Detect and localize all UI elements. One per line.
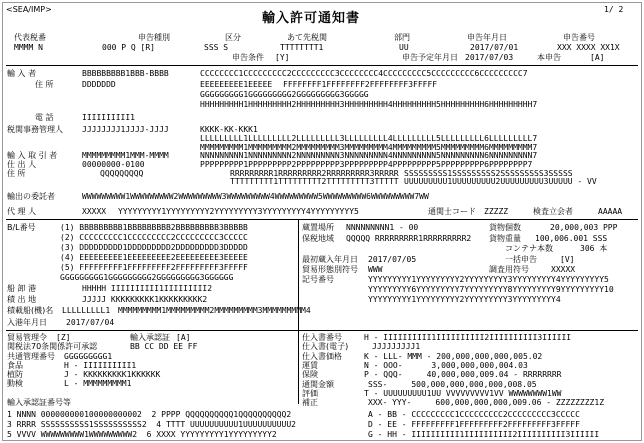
label-shipper-address: 住 所 <box>7 169 26 178</box>
customs-agent-id: KKKK-KK-KKK1 <box>200 125 258 134</box>
decl-type: 000 P Q [R] <box>102 43 155 52</box>
bl-number-2: (2) CCCCCCCCC1CCCCCCCCC2CCCCCCCCC3CCCCC <box>60 233 248 242</box>
bl-number-1: (1) BBBBBBBBB1BBBBBBBBB2BBBBBBBBB3BBBBB <box>60 223 248 232</box>
label-department: 部門 <box>394 33 410 42</box>
label-vessel: 積載船(機)名 <box>7 306 54 315</box>
trade-form: WWW <box>368 265 383 274</box>
customs-value: SSS- 500,000,000,000,000,008.05 <box>368 380 537 389</box>
importer-name: CCCCCCCC1CCCCCCCCC2CCCCCCCCC3CCCCCCCC4CCCCCCCCC5CCCCCCCCC6CCCCCCCCC7 <box>200 69 528 78</box>
bl-extra-2: HHHHH IIIIIIIIII1IIIIIIIII2 <box>82 284 213 293</box>
bonded-location: NNNNNNNNN1 - 00 <box>346 223 419 232</box>
adjustment-extra-3: G - HH - IIIIIIIIII1IIIIIIIIII2IIIIIIIIII3IIIIII <box>368 430 600 439</box>
agent-code: XXXXX <box>82 207 107 216</box>
page-title: 輸入許可通知書 <box>262 11 361 26</box>
form-tag: <SEA/IMP> <box>6 5 52 14</box>
decl-date: 2017/07/01 <box>470 43 519 52</box>
vessel: LLLLLLLLL1 <box>62 306 111 315</box>
category: SSS S <box>204 43 229 52</box>
label-decl-type: 申告種別 <box>138 33 170 42</box>
law-70: BB CC DD EE FF <box>130 342 198 351</box>
label-approval-numbers: 輸入承認証番号等 <box>7 398 71 407</box>
label-bl-number: B/L番号 <box>7 223 36 232</box>
label-common-number: 共通管理番号 <box>7 352 55 361</box>
label-agent: 代 理 人 <box>7 207 37 216</box>
label-port-load: 積 出 地 <box>7 295 37 304</box>
divider <box>6 219 638 220</box>
freight: N - OOO- 3,000,000,000,004.03 <box>364 361 528 370</box>
adjustment: XXX- YYY- 600,000,000,000,009.06 - ZZZZZZZZ1Z <box>368 398 605 407</box>
arrival-date: 2017/07/04 <box>66 318 115 327</box>
label-category: 区分 <box>225 33 241 42</box>
trade-party-address-2: RRRRRRRRR1RRRRRRRRR2RRRRRRRRR3RRRRR <box>230 169 399 178</box>
divider <box>6 330 638 331</box>
label-inspector: 検査立会者 <box>533 207 573 216</box>
e-invoice: JJJJJJJJJ1 <box>372 342 421 351</box>
importer-tel: IIIIIIIIII1 <box>82 113 135 122</box>
label-shipper: 仕 出 人 <box>7 160 37 169</box>
valuation: T - UUUUUUUUU1UU VVVVVVVVV1VV WWWWWWWW1WW <box>364 389 562 398</box>
earliest-date: 2017/07/05 <box>368 255 417 264</box>
label-invoice-number: 仕入書番号 <box>302 333 342 342</box>
trade-party-address-1: PPPPPPPPP1PPPPPPPPP2PPPPPPPPP3PPPPPPPPP4PPPPPPPPP5PPPPPPPPP6PPPPPPPP7 <box>200 160 533 169</box>
page-number: 1/ 2 <box>604 5 624 14</box>
main-decl: [A] <box>590 53 605 62</box>
decl-condition: [Y] <box>275 53 290 62</box>
label-customs-agent: 税関事務管理人 <box>7 125 63 134</box>
label-export-consignor: 輸出の委託者 <box>7 192 55 201</box>
trade-party-zip: 00000000-0100 <box>82 160 145 169</box>
label-bonded-area: 保税地域 <box>302 234 334 243</box>
marks-1: YYYYYYYYY1YYYYYYYYY2YYYYYYYYY3YYYYYYYYY4YYYYYYYYY5 <box>368 275 609 284</box>
department: UU <box>399 43 409 52</box>
label-planned-date: 申告予定年月日 <box>402 53 458 62</box>
marks-2: YYYYYYYYY6YYYYYYYYY7YYYYYYYYY8YYYYYYYYY9YYYYYYYYY10 <box>368 285 614 294</box>
adjustment-extra-1: A - BB - CCCCCCCCC1CCCCCCCCC2CCCCCCCCC3CCCCC <box>368 410 580 419</box>
label-insurance: 保険 <box>302 370 318 379</box>
approval-numbers-3: 5 VVVV WWWWWWWWW1WWWWWWWWW2 6 XXXX YYYYYYYYY1YYYYYYYYY2 <box>7 430 277 439</box>
planned-date: 2017/07/03 <box>465 53 514 62</box>
food: H - IIIIIIIIII1 <box>64 361 137 370</box>
divider <box>298 330 299 404</box>
trade-party-address-5: UUUUUUUUU1UUUUUUUUU2UUUUUUUUU3UUUUU - VV <box>404 177 597 186</box>
invoice-number: H - IIIIIIIIII1IIIIIIIIII2IIIIIIIIII3IIIIII <box>364 333 572 342</box>
customs-agent-line-1: LLLLLLLLL1LLLLLLLLL2LLLLLLLLL3LLLLLLLLL4LLLLLLLLL5LLLLLLLLL6LLLLLLLLL7 <box>200 134 538 143</box>
broker-code: ZZZZZ <box>484 207 509 216</box>
label-food: 食品 <box>7 361 23 370</box>
import-approval: [A] <box>176 333 191 342</box>
label-main-decl: 本申告 <box>537 53 561 62</box>
customs-agent-line-2: MMMMMMMMM1MMMMMMMMM2MMMMMMMMM3MMMMMMMMM4MMMMMMMMM5MMMMMMMMM6MMMMMMMMM7 <box>200 143 538 152</box>
animal-quarantine: L - MMMMMMMMM1 <box>64 379 132 388</box>
label-decl-condition: 申告条件 <box>232 53 264 62</box>
importer-zip: DDDDDDD <box>82 80 116 89</box>
containers: 306 本 <box>580 244 608 253</box>
label-port-unload: 船 卸 港 <box>7 284 37 293</box>
importer-address-1: EEEEEEEEE1EEEEE <box>200 80 273 89</box>
label-marks: 記号番号 <box>302 275 334 284</box>
label-animal-quarantine: 動検 <box>7 379 23 388</box>
label-importer-tel: 電 話 <box>35 113 54 122</box>
insurance: P - QQQ- 40,000,000,009.04 - RRRRRRRR <box>364 370 562 379</box>
invoice-price: K - LLL- MMM - 200,000,000,000,005.02 <box>364 352 543 361</box>
trade-party-address-3: SSSSSSSSS1SSSSSSSSS2SSSSSSSSS3SSSSS <box>404 169 573 178</box>
customs-agent-code: JJJJJJJJ1JJJJ-JJJJ <box>82 125 169 134</box>
label-trade-control: 貿易管理令 <box>7 333 47 342</box>
decl-number: XXX XXXX XX1X <box>557 43 620 52</box>
label-weight: 貨物重量 <box>489 234 521 243</box>
label-trade-form: 貿易形態別符号 <box>302 265 358 274</box>
divider <box>6 65 638 66</box>
label-bulk-decl: 一括申告 <box>505 255 537 264</box>
common-number: GGGGGGGGG1 <box>64 352 113 361</box>
label-arrival-date: 入港年月日 <box>7 318 47 327</box>
label-earliest-date: 最初蔵入年月日 <box>302 255 358 264</box>
label-decl-number: 申告番号 <box>563 33 595 42</box>
label-containers: コンテナ本数 <box>505 244 553 253</box>
label-decl-date: 申告年月日 <box>467 33 507 42</box>
label-importer: 輸 入 者 <box>7 69 37 78</box>
trade-party-name: NNNNNNNNN1NNNNNNNNN2NNNNNNNNN3NNNNNNNNN4NNNNNNNNN5NNNNNNNNN6NNNNNNNNN7 <box>200 151 538 160</box>
label-valuation: 評価 <box>302 389 318 398</box>
label-customs-office: あて先税関 <box>287 33 327 42</box>
approval-numbers-2: 3 RRRR SSSSSSSSSS1SSSSSSSSSS2 4 TTTT UUUUUUUUUU1UUUUUUUUUU2 <box>7 420 296 429</box>
label-import-approval: 輸入承認証 <box>130 333 170 342</box>
bonded-area: QQQQQ RRRRRRRRR1RRRRRRRRR2 <box>346 234 472 243</box>
label-invoice-price: 仕入書価格 <box>302 352 342 361</box>
label-adjustment: 補正 <box>302 398 318 407</box>
marks-3: YYYYYYYYY1YYYYYYYYY2YYYYYYYYY3YYYYYYYYY4 <box>368 295 561 304</box>
weight: 100,006.001 SSS <box>535 234 608 243</box>
label-price-code: 調査用符号 <box>489 265 529 274</box>
importer-address-3: GGGGGGGGG1GGGGGGGGG2GGGGGGGGG3GGGGG <box>200 90 369 99</box>
approval-numbers-1: 1 NNNN 000000000100000000002 2 PPPP QQQQQQQQQQ1QQQQQQQQQQ2 <box>7 410 292 419</box>
label-e-invoice: 仕入書(電子) <box>302 342 349 351</box>
plant-quarantine: J - KKKKKKKKK1KKKKKK <box>64 370 161 379</box>
trade-party-address-4: TTTTTTTTT1TTTTTTTTT2TTTTTTTTT3TTTTT <box>230 177 399 186</box>
trade-party-code: MMMMMMMMM1MMM-MMMM <box>82 151 169 160</box>
hs-code: MMMM N <box>14 43 43 52</box>
label-freight: 運賃 <box>302 361 318 370</box>
bl-number-4: (4) EEEEEEEEE1EEEEEEEEE2EEEEEEEEE3EEEEE <box>60 253 248 262</box>
label-trade-party: 輸 入 取 引 者 <box>7 151 58 160</box>
adjustment-extra-2: D - EE - FFFFFFFFF1FFFFFFFFF2FFFFFFFFF3FFFFF <box>368 420 580 429</box>
label-importer-address: 住 所 <box>35 80 54 89</box>
bl-number-3: (3) DDDDDDDDD1DDDDDDDDD2DDDDDDDDD3DDDDD <box>60 243 248 252</box>
export-consignor: WWWWWWWWW1WWWWWWWWW2WWWWWWWWW3WWWWWWWWW4WWWWWWWWW5WWWWWWWWW6WWWWWWWWW7WW <box>82 192 429 201</box>
port-load: JJJJJ KKKKKKKKK1KKKKKKKKK2 <box>82 295 208 304</box>
price-code: XXXXX <box>551 265 576 274</box>
agent-name: YYYYYYYYY1YYYYYYYYY2YYYYYYYYY3YYYYYYYYY4YYYYYYYYY5 <box>118 207 359 216</box>
label-hs-code: 代表税番 <box>14 33 46 42</box>
importer-code: BBBBBBBBB1BBB-BBBB <box>82 69 169 78</box>
bl-extra-1: GGGGGGGGG1GGGGGGGGG2GGGGGGGGG3GGGGGG <box>60 273 234 282</box>
importer-address-2: FFFFFFFF1FFFFFFFF2FFFFFFFF3FFFFF <box>283 80 438 89</box>
label-law-70: 関税法70条関係許可承認 <box>7 342 98 351</box>
trade-party-address-code: QQQQQQQQQ <box>100 169 144 178</box>
label-customs-value: 通関金額 <box>302 380 334 389</box>
label-broker-code: 通関士コード <box>428 207 476 216</box>
packages: 20,000,003 PPP <box>550 223 618 232</box>
label-bonded-location: 蔵置場所 <box>302 223 334 232</box>
bl-number-5: (5) FFFFFFFFF1FFFFFFFFF2FFFFFFFFF3FFFFF <box>60 263 248 272</box>
importer-address-4: HHHHHHHHH1HHHHHHHHH2HHHHHHHHH3HHHHHHHHH4HHHHHHHHH5HHHHHHHHH6HHHHHHHHH7 <box>200 100 538 109</box>
inspector: AAAAA <box>598 207 623 216</box>
label-packages: 貨物個数 <box>489 223 521 232</box>
vessel-2: MMMMMMMMM1MMMMMMMMM2MMMMMMMMM3MMMMMMMMM4 <box>118 306 311 315</box>
trade-control: [Z] <box>56 333 71 342</box>
customs-office: TTTTTTTT1 <box>280 43 324 52</box>
bulk-decl: [V] <box>560 255 575 264</box>
label-plant-quarantine: 植防 <box>7 370 23 379</box>
